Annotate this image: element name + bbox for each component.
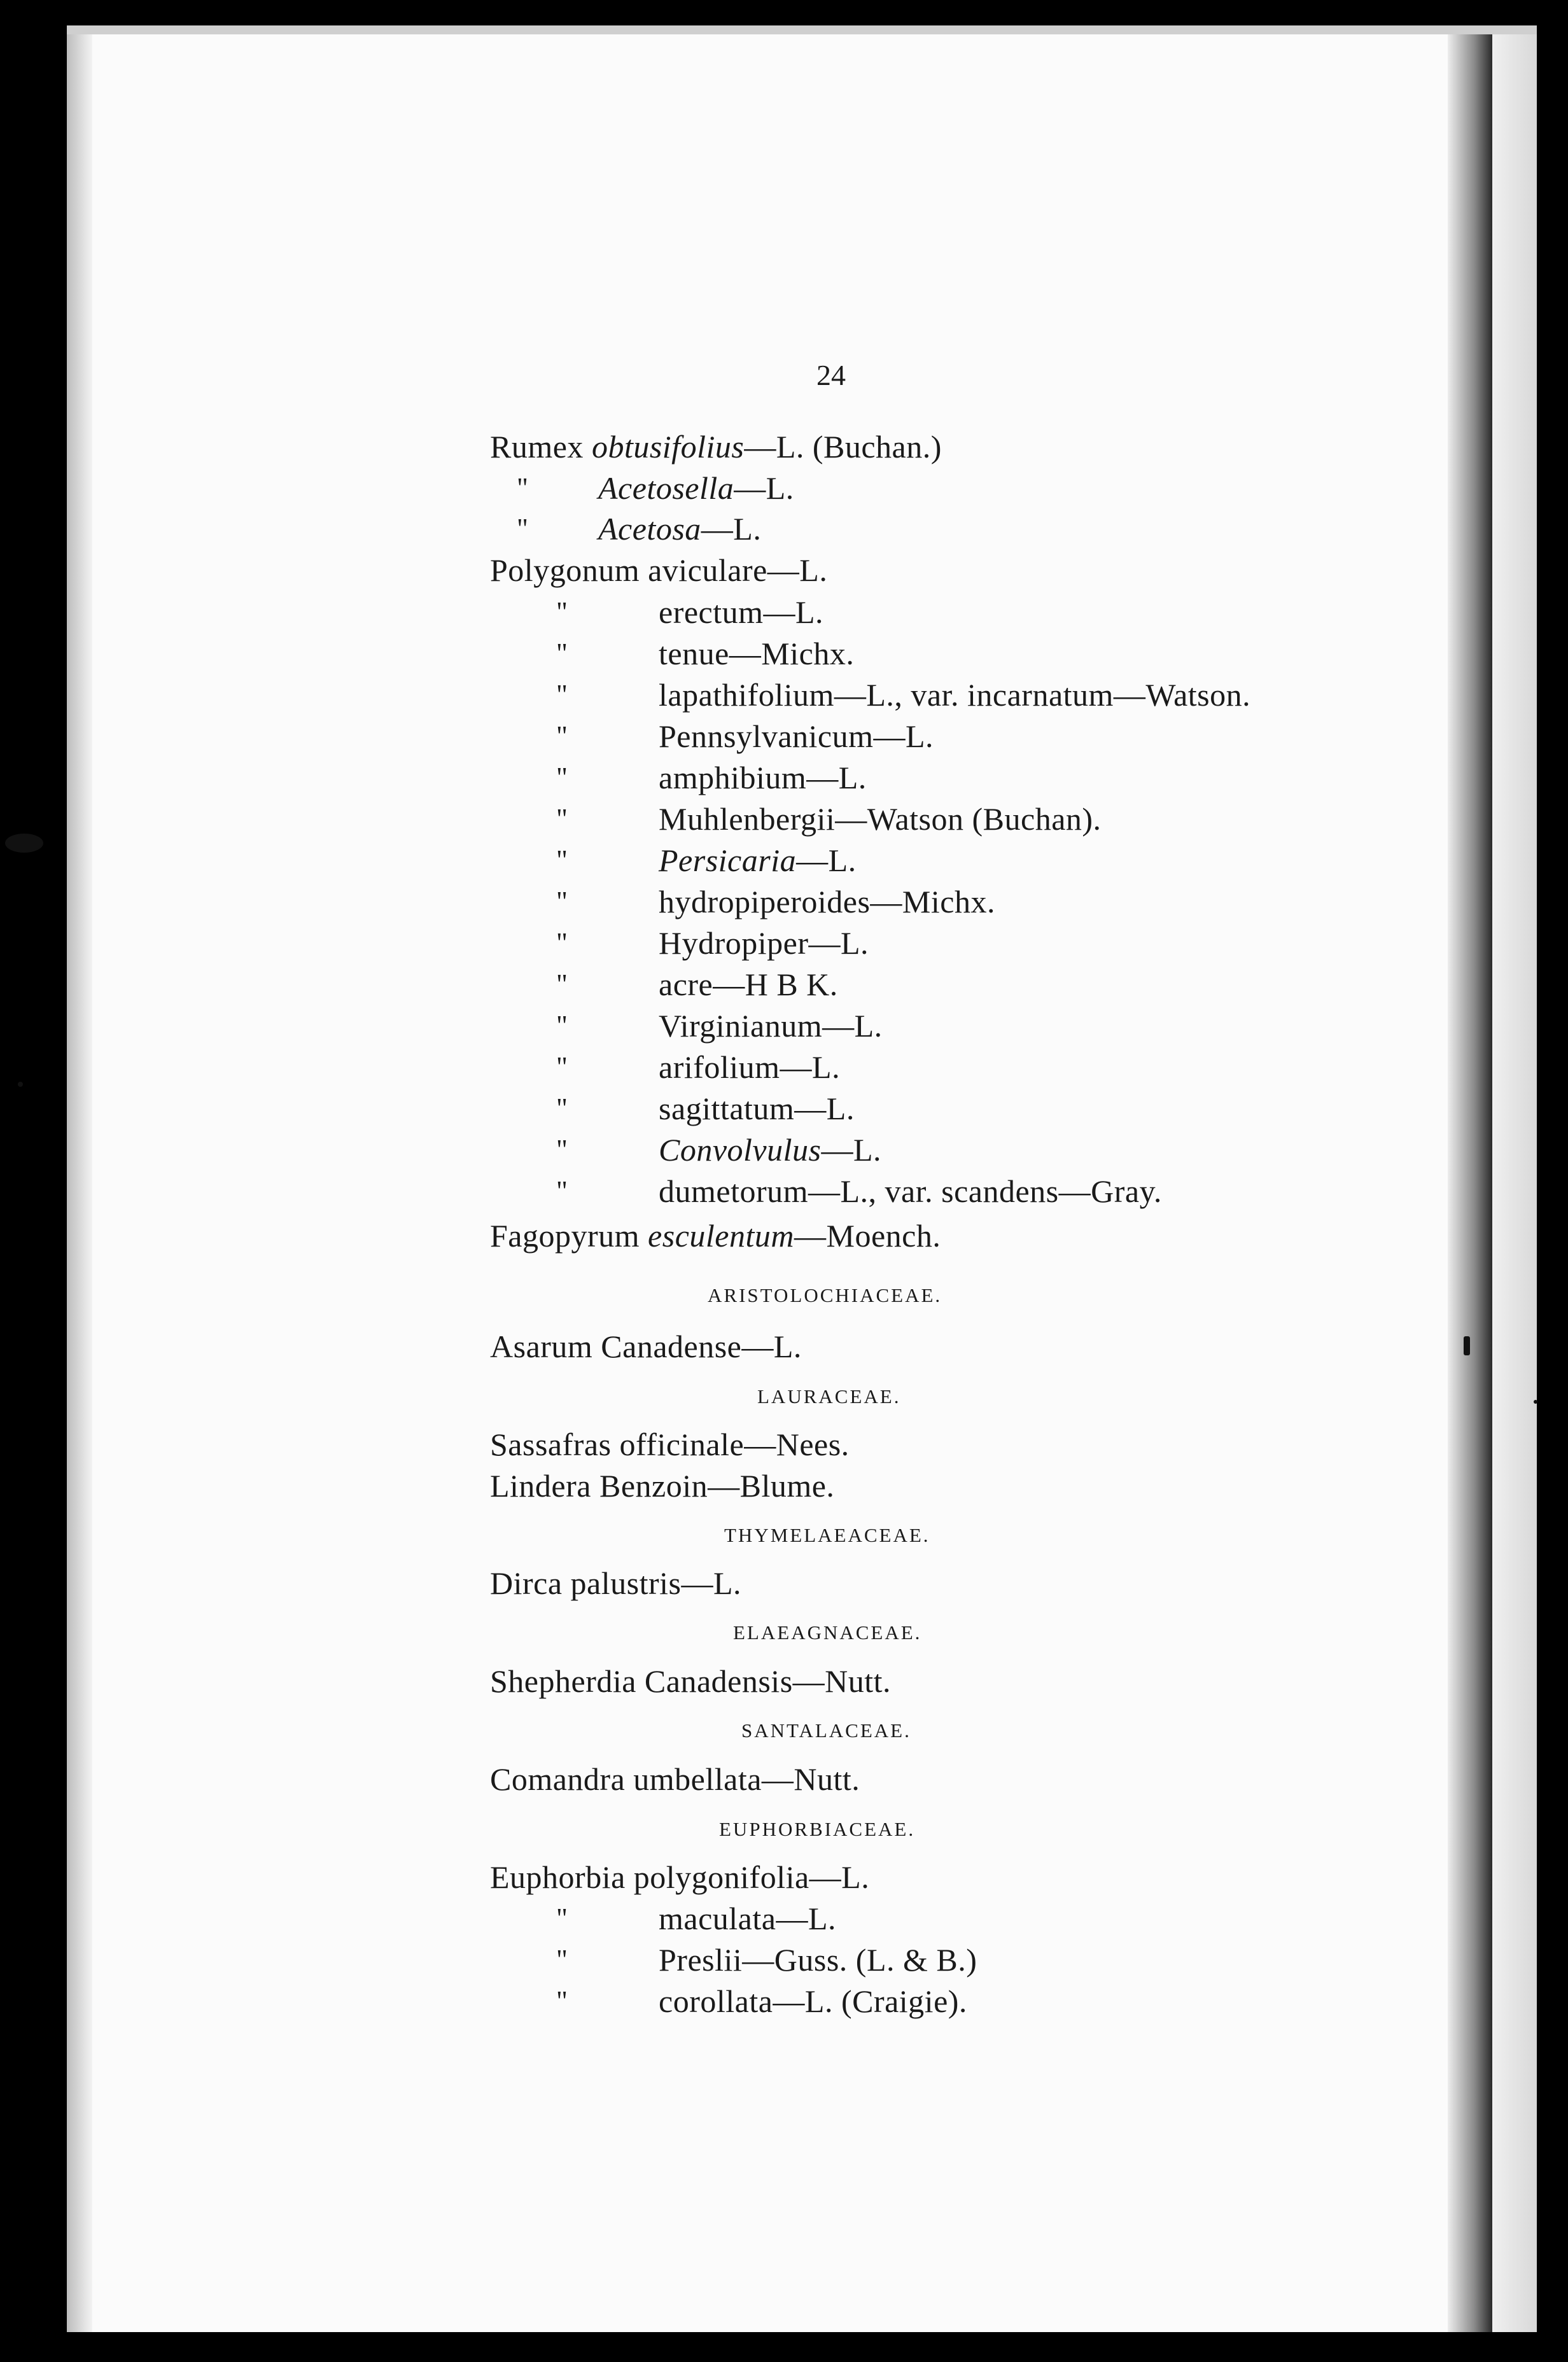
entry-fagopyrum-esculentum: Fagopyrum esculentum—Moench. bbox=[490, 1218, 941, 1254]
family-heading-lauraceae: LAURACEAE. bbox=[757, 1385, 901, 1408]
entry-polygonum-persicaria: Persicaria—L. bbox=[659, 842, 857, 878]
ditto-mark: " bbox=[556, 1985, 568, 2016]
page-fore-edge-shadow bbox=[1448, 25, 1492, 2332]
ditto-mark: " bbox=[556, 927, 568, 958]
entry-polygonum-lapathifolium: lapathifolium—L., var. incarnatum—Watson. bbox=[659, 677, 1251, 713]
family-heading-thymelaeaceae: THYMELAEACEAE. bbox=[724, 1524, 930, 1546]
entry-polygonum-erectum: erectum—L. bbox=[659, 594, 824, 630]
ditto-mark: " bbox=[556, 679, 568, 710]
entry-polygonum-convolvulus: Convolvulus—L. bbox=[659, 1132, 882, 1168]
ditto-mark: " bbox=[556, 638, 568, 669]
entry-euphorbia-preslii: Preslii—Guss. (L. & B.) bbox=[659, 1942, 977, 1978]
entry-polygonum-pennsylvanicum: Pennsylvanicum—L. bbox=[659, 718, 934, 754]
ditto-mark: " bbox=[517, 513, 528, 544]
entry-polygonum-virginianum: Virginianum—L. bbox=[659, 1008, 883, 1044]
entry-rumex-acetosella: Acetosella—L. bbox=[598, 470, 794, 506]
family-heading-euphorbiaceae: EUPHORBIACEAE. bbox=[719, 1818, 916, 1840]
ditto-mark: " bbox=[556, 1093, 568, 1124]
ink-speck bbox=[5, 834, 43, 853]
ink-speck bbox=[18, 1082, 23, 1087]
ink-speck bbox=[1534, 1400, 1537, 1404]
page-number: 24 bbox=[816, 359, 846, 391]
ditto-mark: " bbox=[556, 1903, 568, 1934]
entry-euphorbia-maculata: maculata—L. bbox=[659, 1901, 836, 1936]
family-heading-aristolochiaceae: ARISTOLOCHIACEAE. bbox=[708, 1284, 942, 1306]
ditto-mark: " bbox=[556, 596, 568, 627]
entry-polygonum-acre: acre—H B K. bbox=[659, 967, 838, 1002]
ditto-mark: " bbox=[556, 886, 568, 917]
entry-polygonum-arifolium: arifolium—L. bbox=[659, 1049, 841, 1085]
entry-lindera-benzoin: Lindera Benzoin—Blume. bbox=[490, 1468, 835, 1504]
ditto-mark: " bbox=[556, 1175, 568, 1206]
entry-comandra-umbellata: Comandra umbellata—Nutt. bbox=[490, 1761, 860, 1797]
family-heading-santalaceae: SANTALACEAE. bbox=[741, 1719, 911, 1742]
entry-polygonum-tenue: tenue—Michx. bbox=[659, 636, 855, 671]
ink-speck bbox=[1464, 1336, 1470, 1355]
family-heading-elaeagnaceae: ELAEAGNACEAE. bbox=[733, 1621, 922, 1644]
entry-dirca-palustris: Dirca palustris—L. bbox=[490, 1565, 742, 1601]
entry-asarum-canadense: Asarum Canadense—L. bbox=[490, 1329, 802, 1364]
entry-rumex-obtusifolius: Rumex obtusifolius—L. (Buchan.) bbox=[490, 429, 942, 465]
entry-shepherdia-canadensis: Shepherdia Canadensis—Nutt. bbox=[490, 1663, 892, 1699]
ditto-mark: " bbox=[556, 968, 568, 1000]
entry-sassafras-officinale: Sassafras officinale—Nees. bbox=[490, 1427, 850, 1462]
ditto-mark: " bbox=[517, 472, 528, 503]
entry-polygonum-amphibium: amphibium—L. bbox=[659, 760, 867, 795]
entry-polygonum-dumetorum: dumetorum—L., var. scandens—Gray. bbox=[659, 1173, 1162, 1209]
entry-euphorbia-corollata: corollata—L. (Craigie). bbox=[659, 1983, 967, 2019]
entry-polygonum-aviculare: Polygonum aviculare—L. bbox=[490, 552, 828, 588]
ditto-mark: " bbox=[556, 1010, 568, 1041]
entry-polygonum-muhlenbergii: Muhlenbergii—Watson (Buchan). bbox=[659, 801, 1102, 837]
ditto-mark: " bbox=[556, 1944, 568, 1975]
page-gutter-shadow bbox=[67, 25, 92, 2332]
entry-rumex-acetosa: Acetosa—L. bbox=[598, 511, 762, 547]
entry-polygonum-hydropiperoides: hydropiperoides—Michx. bbox=[659, 884, 995, 919]
ditto-mark: " bbox=[556, 720, 568, 751]
page-top-edge bbox=[67, 25, 1537, 34]
facing-page-edge bbox=[1492, 25, 1537, 2332]
entry-euphorbia-polygonifolia: Euphorbia polygonifolia—L. bbox=[490, 1859, 870, 1895]
ditto-mark: " bbox=[556, 844, 568, 876]
entry-polygonum-hydropiper: Hydropiper—L. bbox=[659, 925, 869, 961]
ditto-mark: " bbox=[556, 1134, 568, 1165]
ditto-mark: " bbox=[556, 803, 568, 834]
ditto-mark: " bbox=[556, 762, 568, 793]
ditto-mark: " bbox=[556, 1051, 568, 1082]
entry-polygonum-sagittatum: sagittatum—L. bbox=[659, 1091, 855, 1126]
